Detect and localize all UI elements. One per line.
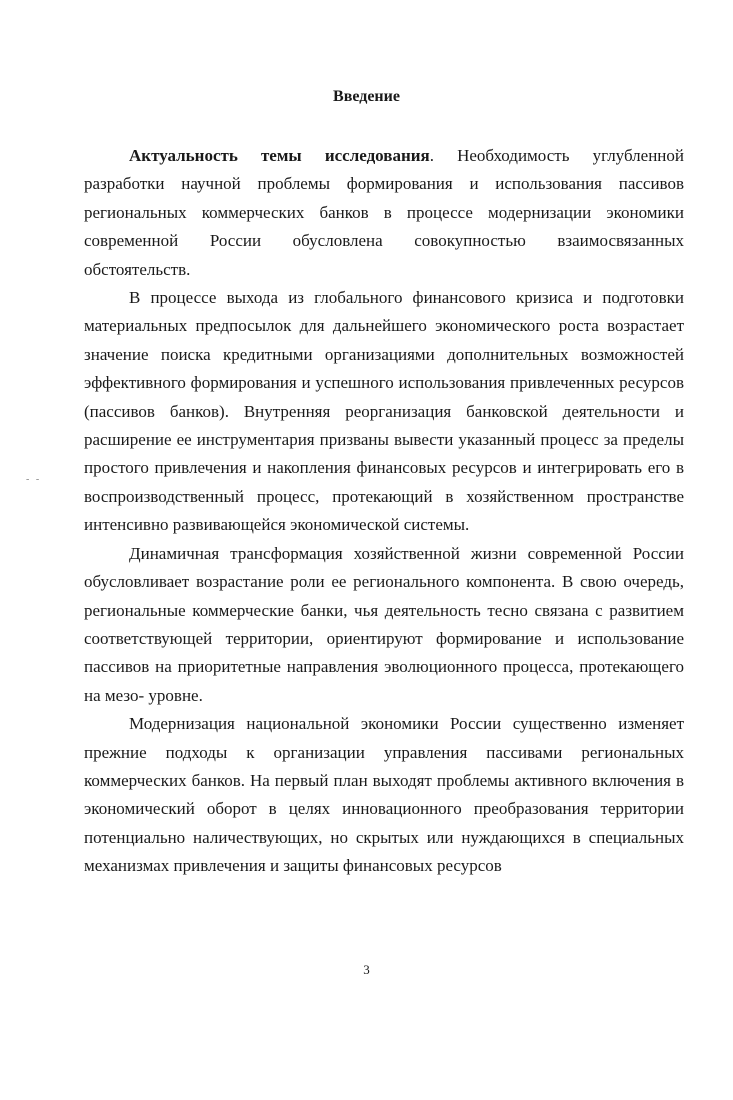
paragraph-3-text: Динамичная трансформация хозяйственной жизни современной России обусловливает возрастание роли ее регионального компонента. В свою очередь, региональные коммерческие банки, чья деятельность тесно связана с развитием соответствующей территории, ориентируют формирование и использование пассивов на приоритетные направления эволюционного процесса, протекающего на мезо- уровне.	[84, 543, 684, 705]
paragraph-1-lead: Актуальность темы исследования	[129, 146, 430, 165]
paragraph-2	[84, 284, 684, 540]
paragraph-1-text: . Необходимость углубленной разработки научной проблемы формирования и использования пассивов региональных коммерческих банков в процессе модернизации экономики современной России обусловлена совокупностью взаимосвязанных обстоятельств.	[84, 146, 685, 279]
body-text	[84, 142, 684, 881]
paragraph-4-text: Модернизация национальной экономики России существенно изменяет прежние подходы к организации управления пассивами региональных коммерческих банков. На первый план выходят проблемы активного включения в экономический оборот в целях инновационного преобразования территории потенциально наличествующих, но скрытых или нуждающихся в специальных механизмах привлечения и защиты финансовых ресурсов	[84, 714, 684, 876]
paragraph-2-text: В процессе выхода из глобального финансового кризиса и подготовки материальных предпосылок для дальнейшего экономического роста возрастает значение поиска кредитными организациями дополнительных возможностей эффективного формирования и успешного использования привлеченных ресурсов (пассивов банков). Внутренняя реорганизация банковской деятельности и расширение ее инструментария призваны вывести указанный процесс за пределы простого привлечения и накопления финансовых ресурсов и интегрировать его в воспроизводственный процесс, протекающий в хозяйственном пространстве интенсивно развивающейся экономической системы.	[84, 288, 684, 535]
paragraph-1	[84, 142, 684, 284]
paragraph-3	[84, 540, 684, 710]
paragraph-4	[84, 710, 684, 880]
page-title: Введение	[333, 88, 400, 105]
page-number: 3	[363, 962, 370, 977]
margin-mark: - -	[26, 474, 42, 485]
